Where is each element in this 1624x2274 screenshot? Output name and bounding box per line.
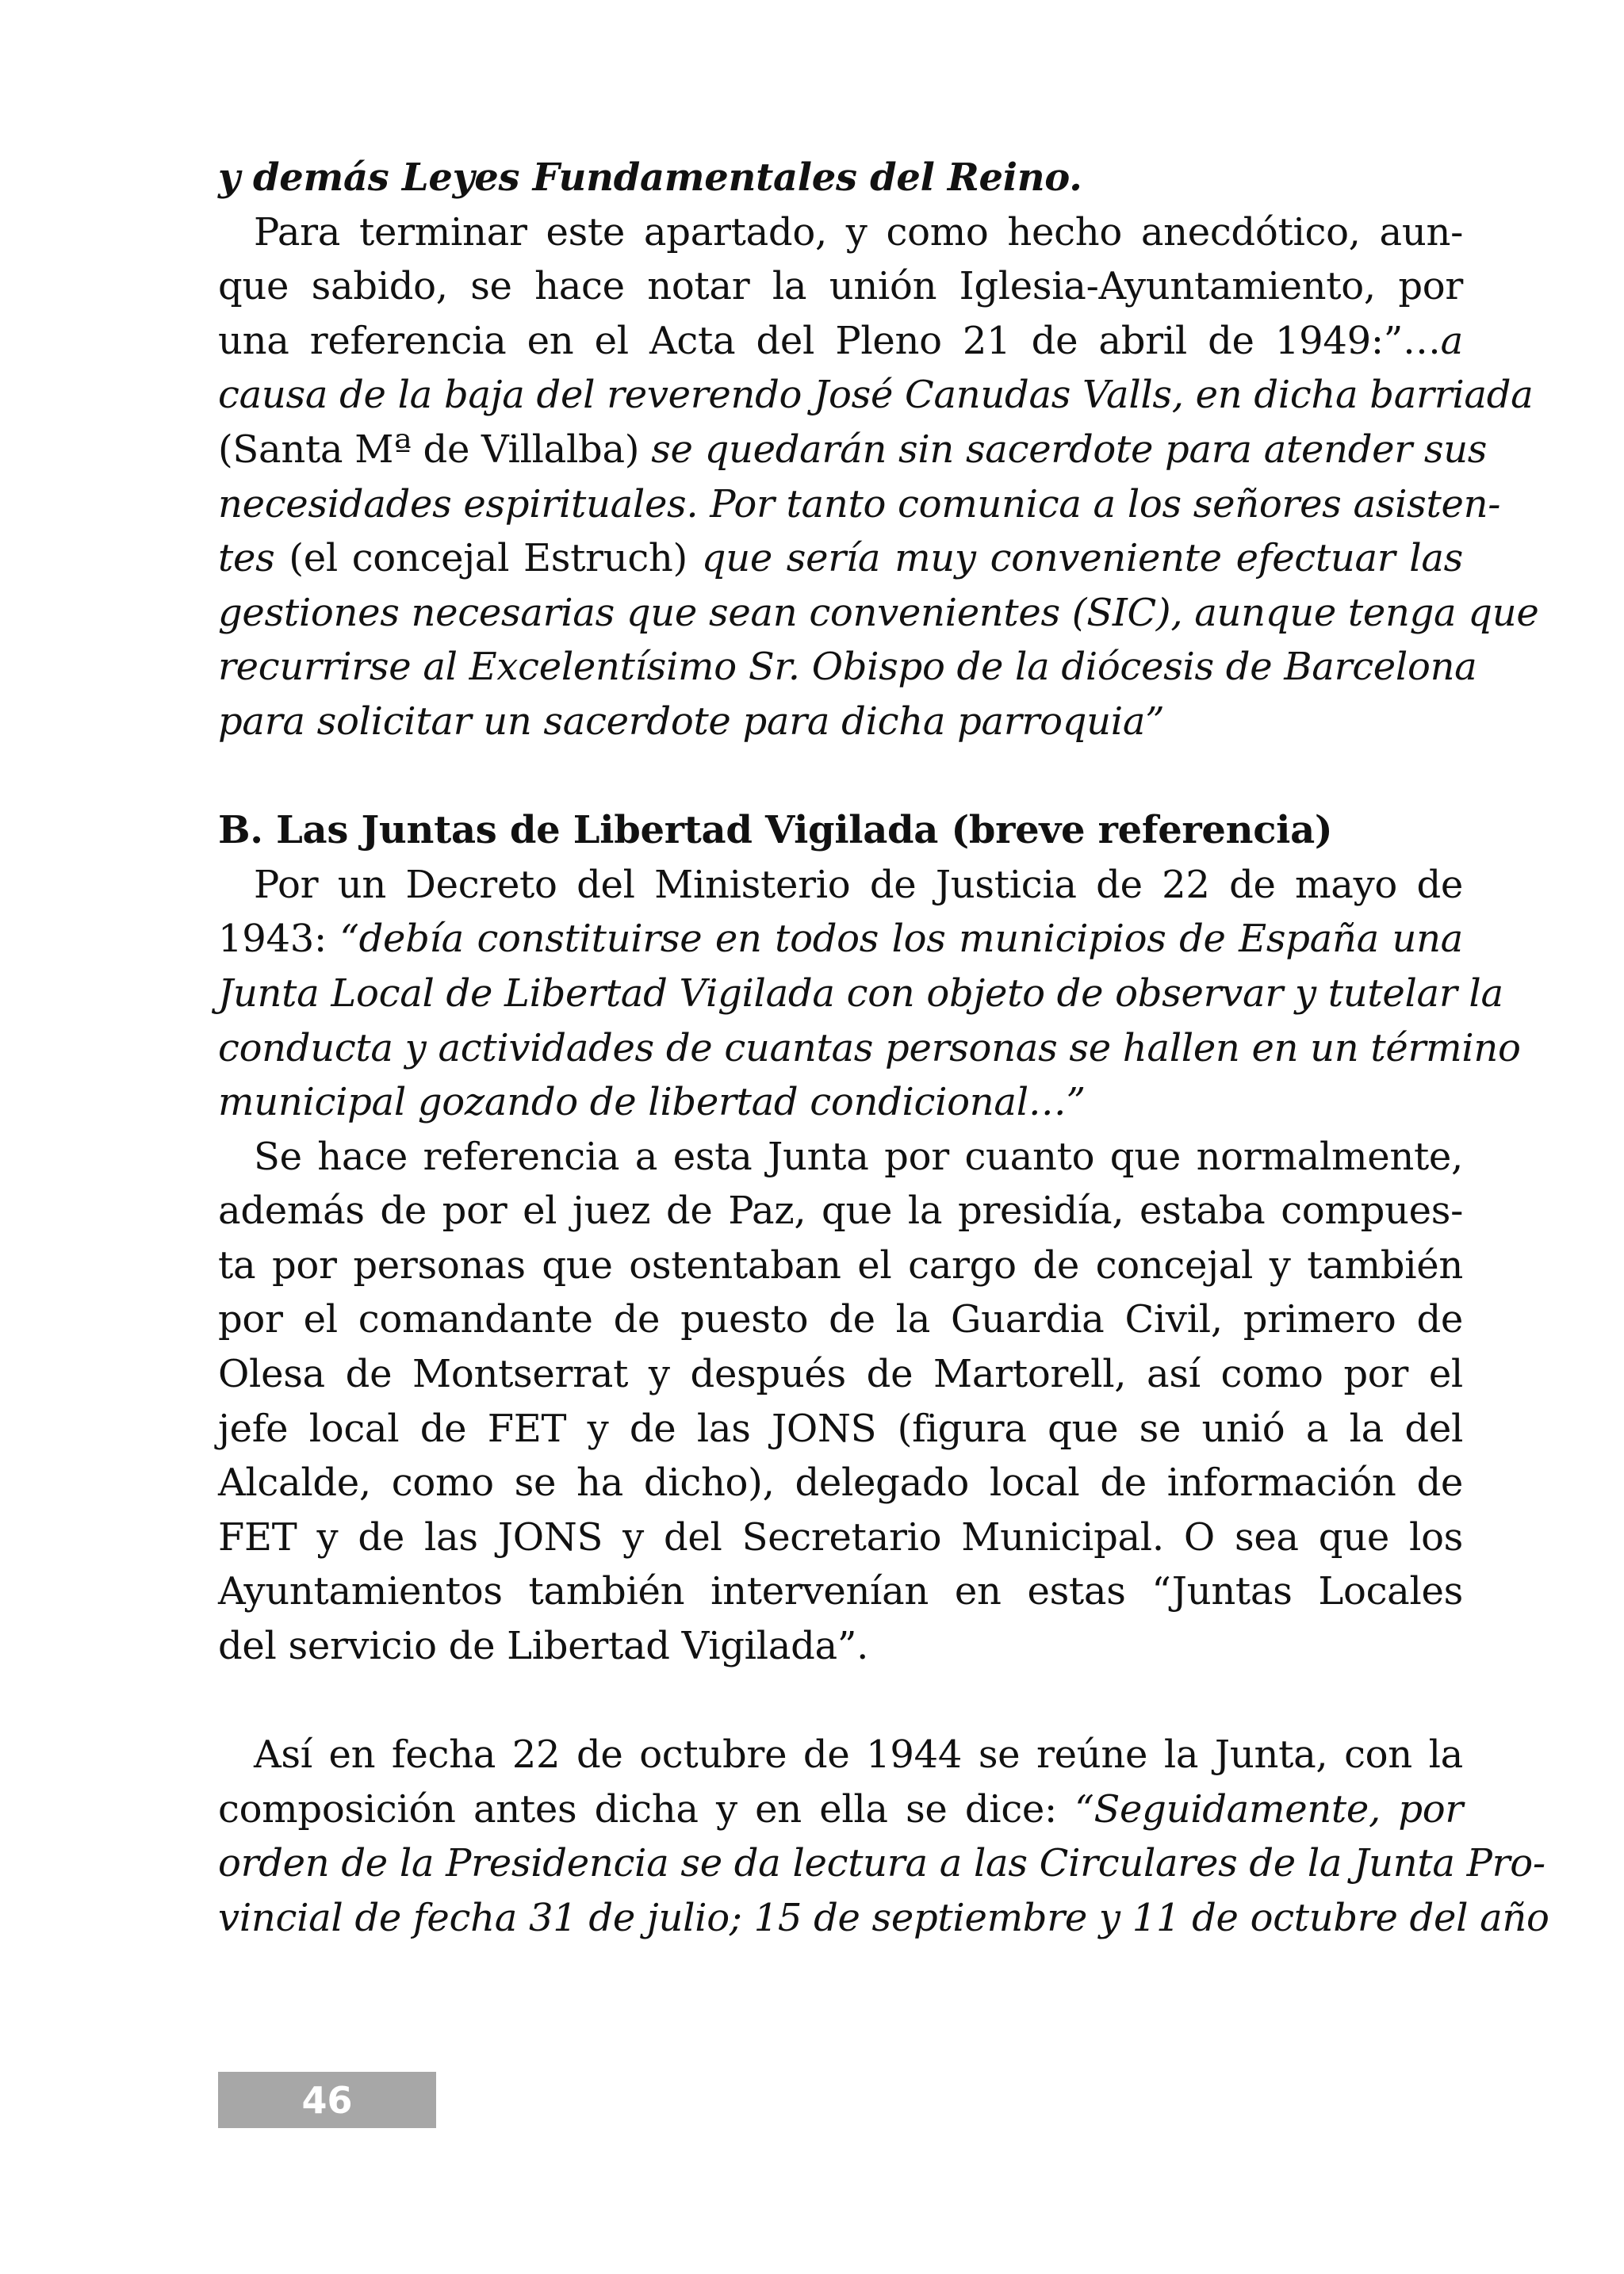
text-line: conducta y actividades de cuantas personas se hallen en un término <box>218 1025 1521 1070</box>
text-run: (el concejal Estruch) <box>274 536 702 581</box>
text-line: Por un Decreto del Ministerio de Justicia de 22 de mayo de <box>254 862 1463 907</box>
text-line: Alcalde, como se ha dicho), delegado local de información de <box>218 1460 1463 1506</box>
text-line: Ayuntamientos también intervenían en estas “Juntas Locales <box>218 1569 1463 1614</box>
text-line <box>218 531 1463 586</box>
text-line: necesidades espirituales. Por tanto comunica a los señores asisten- <box>218 481 1501 526</box>
text-line: gestiones necesarias que sean convenientes (SIC), aunque tenga que <box>218 590 1539 635</box>
text-run: (Santa Mª de Villalba) <box>218 427 652 472</box>
text-line: municipal gozando de libertad condicional…” <box>218 1080 1086 1125</box>
text-line: Para terminar este apartado, y como hecho anecdótico, aun- <box>254 209 1463 255</box>
text-line: vincial de fecha 31 de julio; 15 de septiembre y 11 de octubre del año <box>218 1896 1549 1940</box>
section-heading: B. Las Juntas de Libertad Vigilada (breve referencia) <box>218 808 1333 853</box>
text-line: además de por el juez de Paz, que la presidía, estaba compues- <box>218 1189 1463 1234</box>
text-run: 1943: <box>218 917 340 962</box>
text-line: Se hace referencia a esta Junta por cuanto que normalmente, <box>254 1134 1463 1179</box>
paragraph <box>218 1728 1549 1945</box>
page-number-box <box>218 2072 436 2128</box>
text-line: causa de la baja del reverendo José Canudas Valls, en dicha barriada <box>218 373 1534 418</box>
text-line <box>218 423 1488 477</box>
text-line: Olesa de Montserrat y después de Martorell, así como por el <box>218 1352 1463 1397</box>
text-line: ta por personas que ostentaban el cargo de concejal y también <box>218 1242 1463 1288</box>
text-line: recurrirse al Excelentísimo Sr. Obispo de la diócesis de Barcelona <box>218 645 1477 690</box>
text-line: por el comandante de puesto de la Guardia Civil, primero de <box>218 1297 1463 1342</box>
page-number: 46 <box>301 2078 353 2122</box>
text-line <box>218 912 1463 967</box>
text-run: tes <box>218 536 275 581</box>
text-run: “debía constituirse en todos los municipios de España una <box>339 917 1463 962</box>
text-line: Así en fecha 22 de octubre de 1944 se reúne la Junta, con la <box>254 1732 1463 1778</box>
text-run: se quedarán sin sacerdote para atender sus <box>651 427 1488 472</box>
page-body <box>218 151 1549 1946</box>
text-line <box>218 314 1463 369</box>
paragraph <box>218 858 1521 1130</box>
text-line: para solicitar un sacerdote para dicha parroquia” <box>218 699 1165 744</box>
text-line: jefe local de FET y de las JONS (figura que se unió a la del <box>218 1406 1463 1451</box>
text-line <box>218 1782 1463 1837</box>
text-line: orden de la Presidencia se da lectura a las Circulares de la Junta Pro- <box>218 1841 1545 1886</box>
paragraph <box>218 1130 1463 1674</box>
text-run: “Seguidamente, por <box>1074 1786 1463 1832</box>
text-run: que sería muy conveniente efectuar las <box>701 536 1464 581</box>
text-line: y demás Leyes Fundamentales del Reino. <box>218 155 1082 200</box>
text-line: del servicio de Libertad Vigilada”. <box>218 1624 869 1669</box>
text-line: que sabido, se hace notar la unión Iglesia-Ayuntamiento, por <box>218 264 1463 309</box>
text-run: una referencia en el Acta del Pleno 21 de abril de 1949:”… <box>218 318 1441 363</box>
paragraph <box>218 205 1539 749</box>
text-line: Junta Local de Libertad Vigilada con objeto de observar y tutelar la <box>218 970 1503 1016</box>
text-run: composición antes dicha y en ella se dice: <box>218 1786 1075 1832</box>
text-line: FET y de las JONS y del Secretario Municipal. O sea que los <box>218 1514 1463 1560</box>
paragraph-gap <box>218 1674 1463 1728</box>
text-run: a <box>1440 318 1463 363</box>
